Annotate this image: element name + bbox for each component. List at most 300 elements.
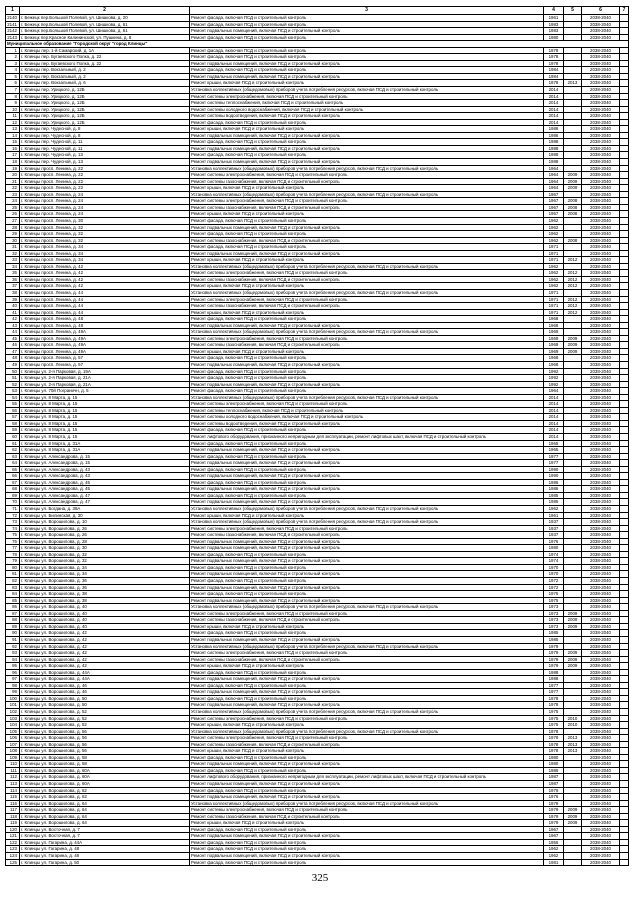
row-number-cell: 16	[6, 145, 20, 152]
row-number-cell: 20	[6, 172, 20, 179]
address-cell: г. Клинцы ул. 8 Марта, д. 31А	[20, 440, 190, 447]
work-type-cell: Ремонт крыши, включая ПСД и строительный контроль	[190, 820, 544, 827]
year-last-repair-cell: 2009	[564, 663, 582, 670]
column-number-header: 1	[6, 7, 20, 15]
address-cell: г. Клинцы пер. Чудесной, д. 13	[20, 159, 190, 166]
work-type-cell: Ремонт фасада, включая ПСД и строительный контроль	[190, 54, 544, 61]
work-type-cell: Ремонт крыши, включая ПСД и строительный контроль	[190, 126, 544, 133]
planned-period-cell: 2038-2040	[582, 689, 620, 696]
work-type-cell: Ремонт подвальных помещений, включая ПСД и строительный контроль	[190, 132, 544, 139]
address-cell: г. Клинцы ул. Ворошилова, д. 42	[20, 636, 190, 643]
row-number-cell: 13	[6, 126, 20, 133]
row-number-cell: 39	[6, 296, 20, 303]
work-type-cell: Ремонт крыши, включая ПСД и строительный контроль	[190, 748, 544, 755]
year-last-repair-cell: 2010	[564, 722, 582, 729]
year-commissioning-cell: 1968	[544, 355, 564, 362]
work-type-cell: Ремонт подвальных помещений, включая ПСД и строительный контроль	[190, 702, 544, 709]
row-number-cell: 76	[6, 538, 20, 545]
address-cell: г. Клинцы ул. Ворошилова, д. 38	[20, 591, 190, 598]
work-type-cell: Ремонт системы газоснабжения, включая ПСД и строительный контроль	[190, 813, 544, 820]
year-commissioning-cell: 1988	[544, 159, 564, 166]
year-commissioning-cell: 2014	[544, 407, 564, 414]
address-cell: г. Клинцы просп. Ленина, д. 34	[20, 257, 190, 264]
planned-period-cell: 2038-2040	[582, 794, 620, 801]
year-last-repair-cell: 2013	[564, 748, 582, 755]
work-type-cell: Ремонт системы газоснабжения, включая ПСД и строительный контроль	[190, 617, 544, 624]
planned-period-cell: 2038-2040	[582, 748, 620, 755]
work-type-cell: Ремонт системы электроснабжения, включая ПСД и строительный контроль	[190, 610, 544, 617]
address-cell: г. Клинцы ул. Ворошилова, д. 60А	[20, 767, 190, 774]
address-cell: г. Клинцы ул. Восточная, д. 7	[20, 826, 190, 833]
row-number-cell: 9	[6, 100, 20, 107]
planned-period-cell: 2038-2040	[582, 198, 620, 205]
year-commissioning-cell: 1962	[544, 263, 564, 270]
work-type-cell: Ремонт системы электроснабжения, включая ПСД и строительный контроль	[190, 93, 544, 100]
year-last-repair-cell: 2013	[564, 80, 582, 87]
planned-period-cell: 2038-2040	[582, 643, 620, 650]
planned-period-cell: 2038-2040	[582, 263, 620, 270]
year-commissioning-cell: 2014	[544, 434, 564, 441]
row-number-cell: 119	[6, 820, 20, 827]
row-number-cell: 38	[6, 289, 20, 296]
row-number-cell: 95	[6, 663, 20, 670]
year-commissioning-cell: 2014	[544, 113, 564, 120]
address-cell: г. Клинцы просп. Ленина, д. 24	[20, 191, 190, 198]
address-cell: г. Клинцы ул. Ворошилова, д. 64	[20, 813, 190, 820]
work-type-cell: Ремонт системы водоотведения, включая ПСД и строительный контроль	[190, 113, 544, 120]
address-cell: г. Клинцы ул. Гагарина, д. 50	[20, 859, 190, 866]
planned-period-cell: 2038-2040	[582, 322, 620, 329]
year-commissioning-cell: 1968	[544, 322, 564, 329]
row-number-cell: 78	[6, 551, 20, 558]
work-type-cell: Ремонт крыши, включая ПСД и строительный контроль	[190, 185, 544, 192]
planned-period-cell: 2038-2040	[582, 839, 620, 846]
year-commissioning-cell: 1990	[544, 473, 564, 480]
row-number-cell: 61	[6, 440, 20, 447]
work-type-cell: Ремонт подвальных помещений, включая ПСД и строительный контроль	[190, 381, 544, 388]
work-type-cell: Ремонт крыши, включая ПСД и строительный контроль	[190, 211, 544, 218]
row-number-cell: 2142	[6, 28, 20, 35]
address-cell: г. Клинцы ул. Ворошилова, д. 28	[20, 538, 190, 545]
planned-period-cell: 2038-2040	[582, 735, 620, 742]
work-type-cell: Ремонт подвальных помещений, включая ПСД и строительный контроль	[190, 597, 544, 604]
address-cell: г. Клинцы просп. Ленина, д. 44	[20, 303, 190, 310]
address-cell: г. Клинцы ул. Восточная, д. 7	[20, 833, 190, 840]
year-commissioning-cell: 1986	[544, 486, 564, 493]
year-commissioning-cell: 1979	[544, 650, 564, 657]
work-type-cell: Ремонт фасада, включая ПСД и строительный контроль	[190, 368, 544, 375]
year-last-repair-cell: 2009	[564, 623, 582, 630]
work-type-cell: Ремонт системы газоснабжения, включая ПСД и строительный контроль	[190, 741, 544, 748]
work-type-cell: Ремонт фасада, включая ПСД и строительный контроль	[190, 34, 544, 41]
address-cell: г. Клинцы ул. Александрова, д. 45	[20, 486, 190, 493]
row-number-cell: 40	[6, 303, 20, 310]
address-cell: г. Клинцы ул. Ворошилова, д. 40	[20, 604, 190, 611]
work-type-cell: Ремонт подвальных помещений, включая ПСД и строительный контроль	[190, 794, 544, 801]
row-number-cell: 112	[6, 774, 20, 781]
row-number-cell: 118	[6, 813, 20, 820]
row-number-cell: 15	[6, 139, 20, 146]
planned-period-cell: 2038-2040	[582, 584, 620, 591]
year-last-repair-cell: 2009	[564, 185, 582, 192]
planned-period-cell: 2038-2040	[582, 348, 620, 355]
year-commissioning-cell: 1964	[544, 388, 564, 395]
year-last-repair-cell: 2012	[564, 296, 582, 303]
work-type-cell: Ремонт подвальных помещений, включая ПСД и строительный контроль	[190, 545, 544, 552]
address-cell: г. Клинцы ул. Александрова, д. 15	[20, 460, 190, 467]
address-cell: г. Клинцы просп. Ленина, д. 24	[20, 198, 190, 205]
work-type-cell: Ремонт подвальных помещений, включая ПСД и строительный контроль	[190, 159, 544, 166]
year-commissioning-cell: 1975	[544, 597, 564, 604]
row-number-cell: 120	[6, 826, 20, 833]
year-last-repair-cell: 2009	[564, 820, 582, 827]
row-number-cell: 49	[6, 361, 20, 368]
row-number-cell: 104	[6, 722, 20, 729]
address-cell: г. Клинцы просп. Ленина, д. 32	[20, 237, 190, 244]
work-type-cell: Ремонт подвальных помещений, включая ПСД и строительный контроль	[190, 584, 544, 591]
work-type-cell: Установка коллективных (общедомовых) приборов учета потребления ресурсов, включая ПСД и строительный контроль	[190, 728, 544, 735]
work-type-cell: Ремонт системы электроснабжения, включая ПСД и строительный контроль	[190, 270, 544, 277]
planned-period-cell: 2038-2040	[582, 80, 620, 87]
year-commissioning-cell: 1978	[544, 741, 564, 748]
empty-cell	[620, 859, 629, 866]
row-number-cell: 2140	[6, 15, 20, 22]
work-type-cell: Ремонт системы электроснабжения, включая ПСД и строительный контроль	[190, 401, 544, 408]
planned-period-cell: 2038-2040	[582, 813, 620, 820]
address-cell: г. Клинцы ул. 8 Марта, д. 15	[20, 407, 190, 414]
planned-period-cell: 2038-2040	[582, 119, 620, 126]
planned-period-cell: 2038-2040	[582, 473, 620, 480]
year-commissioning-cell: 1986	[544, 767, 564, 774]
address-cell: г. Клинцы ул. Гагарина, д. 44А	[20, 839, 190, 846]
work-type-cell: Ремонт системы водоотведения, включая ПСД и строительный контроль	[190, 420, 544, 427]
planned-period-cell: 2038-2040	[582, 172, 620, 179]
year-last-repair-cell: 2010	[564, 715, 582, 722]
work-type-cell: Ремонт крыши, включая ПСД и строительный контроль	[190, 348, 544, 355]
row-number-cell: 29	[6, 231, 20, 238]
year-commissioning-cell: 1992	[544, 375, 564, 382]
row-number-cell: 24	[6, 198, 20, 205]
year-commissioning-cell: 1975	[544, 715, 564, 722]
year-commissioning-cell: 1971	[544, 289, 564, 296]
work-type-cell: Установка коллективных (общедомовых) приборов учета потребления ресурсов, включая ПСД и строительный контроль	[190, 708, 544, 715]
row-number-cell: 1	[6, 47, 20, 54]
planned-period-cell: 2038-2040	[582, 67, 620, 74]
planned-period-cell: 2038-2040	[582, 820, 620, 827]
work-type-cell: Ремонт подвальных помещений, включая ПСД и строительный контроль	[190, 853, 544, 860]
work-type-cell: Ремонт фасада, включая ПСД и строительный контроль	[190, 682, 544, 689]
row-number-cell: 88	[6, 617, 20, 624]
address-cell: г. Клинцы ул. Ворошилова, д. 42	[20, 663, 190, 670]
year-commissioning-cell: 1965	[544, 440, 564, 447]
address-cell: г. Клинцы просп. Ленина, д. 44	[20, 309, 190, 316]
row-number-cell: 99	[6, 689, 20, 696]
year-commissioning-cell: 1962	[544, 237, 564, 244]
planned-period-cell: 2038-2040	[582, 132, 620, 139]
work-type-cell: Ремонт системы газоснабжения, включая ПСД и строительный контроль	[190, 178, 544, 185]
work-type-cell: Ремонт фасада, включая ПСД и строительный контроль	[190, 466, 544, 473]
row-number-cell: 27	[6, 217, 20, 224]
work-type-cell: Ремонт фасада, включая ПСД и строительный контроль	[190, 375, 544, 382]
year-commissioning-cell: 1970	[544, 564, 564, 571]
row-number-cell: 98	[6, 682, 20, 689]
address-cell: г. Клинцы пер. Вокзальный, д. 2	[20, 73, 190, 80]
year-last-repair-cell: 2012	[564, 309, 582, 316]
year-commissioning-cell: 1986	[544, 126, 564, 133]
planned-period-cell: 2038-2040	[582, 676, 620, 683]
address-cell: г. Клинцы ул. Александрова, д. 47	[20, 492, 190, 499]
year-commissioning-cell: 1967	[544, 211, 564, 218]
year-commissioning-cell: 1971	[544, 303, 564, 310]
year-commissioning-cell: 1988	[544, 669, 564, 676]
row-number-cell: 81	[6, 571, 20, 578]
work-type-cell: Ремонт системы газоснабжения, включая ПСД и строительный контроль	[190, 237, 544, 244]
address-cell: г. Клинцы пер. Урицкого, д. 12Б	[20, 93, 190, 100]
year-commissioning-cell: 1973	[544, 617, 564, 624]
row-number-cell: 46	[6, 342, 20, 349]
row-number-cell: 73	[6, 519, 20, 526]
address-cell: г. Клинцы ул. Ворошилова, д. 36	[20, 578, 190, 585]
planned-period-cell: 2038-2040	[582, 551, 620, 558]
work-type-cell: Ремонт крыши, включая ПСД и строительный контроль	[190, 309, 544, 316]
work-type-cell: Ремонт системы холодного водоснабжения, включая ПСД и строительный контроль	[190, 106, 544, 113]
row-number-cell: 74	[6, 525, 20, 532]
address-cell: г. Клинцы ул. Ворошилова, д. 64	[20, 800, 190, 807]
year-commissioning-cell: 1973	[544, 610, 564, 617]
work-type-cell: Ремонт системы электроснабжения, включая ПСД и строительный контроль	[190, 296, 544, 303]
year-commissioning-cell: 1980	[544, 761, 564, 768]
planned-period-cell: 2038-2040	[582, 636, 620, 643]
work-type-cell: Ремонт лифтового оборудования, признанного непригодным для эксплуатации, ремонт лифтовых шахт, включая ПСД и строительный контроль	[190, 434, 544, 441]
planned-period-cell: 2038-2040	[582, 93, 620, 100]
year-commissioning-cell: 1977	[544, 689, 564, 696]
planned-period-cell: 2038-2040	[582, 15, 620, 22]
planned-period-cell: 2038-2040	[582, 767, 620, 774]
year-commissioning-cell: 1937	[544, 519, 564, 526]
work-type-cell: Ремонт фасада, включая ПСД и строительный контроль	[190, 152, 544, 159]
year-commissioning-cell: 1973	[544, 623, 564, 630]
planned-period-cell: 2038-2040	[582, 47, 620, 54]
year-commissioning-cell: 2014	[544, 427, 564, 434]
address-cell: г. Клинцы ул. Ворошилова, д. 58	[20, 754, 190, 761]
work-type-cell: Ремонт системы холодного водоснабжения, включая ПСД и строительный контроль	[190, 414, 544, 421]
address-cell: г. Клинцы ул. Ворошилова, д. 40	[20, 617, 190, 624]
work-type-cell: Ремонт подвальных помещений, включая ПСД и строительный контроль	[190, 761, 544, 768]
address-cell: г. Клинцы ул. 8 Марта, д. 31А	[20, 447, 190, 454]
row-number-cell: 91	[6, 636, 20, 643]
planned-period-cell: 2038-2040	[582, 591, 620, 598]
row-number-cell: 66	[6, 473, 20, 480]
row-number-cell: 82	[6, 578, 20, 585]
planned-period-cell: 2038-2040	[582, 630, 620, 637]
planned-period-cell: 2038-2040	[582, 237, 620, 244]
year-commissioning-cell: 1971	[544, 296, 564, 303]
year-last-repair-cell: 2009	[564, 807, 582, 814]
work-type-cell: Ремонт подвальных помещений, включая ПСД и строительный контроль	[190, 833, 544, 840]
year-commissioning-cell: 1967	[544, 204, 564, 211]
row-number-cell: 35	[6, 270, 20, 277]
year-commissioning-cell: 1971	[544, 257, 564, 264]
work-type-cell: Ремонт фасада, включая ПСД и строительный контроль	[190, 355, 544, 362]
work-type-cell: Ремонт фасада, включая ПСД и строительный контроль	[190, 119, 544, 126]
year-commissioning-cell: 1967	[544, 833, 564, 840]
address-cell: г. Клинцы пер. Урицкого, д. 12Б	[20, 106, 190, 113]
year-commissioning-cell: 1970	[544, 571, 564, 578]
address-cell: г. Клинцы ул. Билинская, д. 30	[20, 512, 190, 519]
work-type-cell: Ремонт системы газоснабжения, включая ПСД и строительный контроль	[190, 532, 544, 539]
year-commissioning-cell: 1988	[544, 139, 564, 146]
work-type-cell: Ремонт системы газоснабжения, включая ПСД и строительный контроль	[190, 342, 544, 349]
work-type-cell: Ремонт подвальных помещений, включая ПСД и строительный контроль	[190, 460, 544, 467]
year-commissioning-cell: 2014	[544, 106, 564, 113]
work-type-cell: Ремонт системы электроснабжения, включая ПСД и строительный контроль	[190, 525, 544, 532]
year-commissioning-cell: 1976	[544, 787, 564, 794]
address-cell: г. Клинцы просп. Ленина, д. 48	[20, 316, 190, 323]
address-cell: г. Клинцы просп. Ленина, д. 49А	[20, 329, 190, 336]
work-type-cell: Ремонт системы электроснабжения, включая ПСД и строительный контроль	[190, 172, 544, 179]
planned-period-cell: 2038-2040	[582, 538, 620, 545]
address-cell: г. Клинцы просп. Ленина, д. 57	[20, 355, 190, 362]
year-commissioning-cell: 1965	[544, 447, 564, 454]
year-commissioning-cell: 1992	[544, 381, 564, 388]
planned-period-cell: 2038-2040	[582, 106, 620, 113]
address-cell: г. Клинцы пер. Урицкого, д. 12Б	[20, 119, 190, 126]
row-number-cell: 60	[6, 434, 20, 441]
row-number-cell: 87	[6, 610, 20, 617]
planned-period-cell: 2038-2040	[582, 525, 620, 532]
work-type-cell: Установка коллективных (общедомовых) приборов учета потребления ресурсов, включая ПСД и строительный контроль	[190, 394, 544, 401]
row-number-cell: 25	[6, 204, 20, 211]
planned-period-cell: 2038-2040	[582, 754, 620, 761]
year-commissioning-cell: 1974	[544, 558, 564, 565]
year-commissioning-cell: 1978	[544, 47, 564, 54]
planned-period-cell: 2038-2040	[582, 257, 620, 264]
year-commissioning-cell: 1985	[544, 636, 564, 643]
year-commissioning-cell: 1978	[544, 728, 564, 735]
year-commissioning-cell: 1979	[544, 663, 564, 670]
work-type-cell: Установка коллективных (общедомовых) приборов учета потребления ресурсов, включая ПСД и строительный контроль	[190, 506, 544, 513]
address-cell: г. Бежецк пер.Красное Калининской, ул. Пушкина, д. 8	[20, 34, 190, 41]
planned-period-cell: 2038-2040	[582, 414, 620, 421]
row-number-cell: 19	[6, 165, 20, 172]
address-cell: г. Клинцы ул. Ворошилова, д. 34	[20, 571, 190, 578]
address-cell: г. Клинцы просп. Ленина, д. 22	[20, 178, 190, 185]
year-commissioning-cell: 2014	[544, 93, 564, 100]
address-cell: г. Клинцы ул. Ворошилова, д. 40	[20, 623, 190, 630]
address-cell: г. Клинцы пер. Чудесной, д. 13	[20, 152, 190, 159]
planned-period-cell: 2038-2040	[582, 329, 620, 336]
year-commissioning-cell: 1988	[544, 676, 564, 683]
year-commissioning-cell: 1981	[544, 859, 564, 866]
address-cell: г. Бежецк пер.Большой Полевой, ул. Шишкова, д. 61	[20, 21, 190, 28]
year-commissioning-cell: 1988	[544, 152, 564, 159]
address-cell: г. Клинцы ул. Ворошилова, д. 42	[20, 656, 190, 663]
planned-period-cell: 2038-2040	[582, 532, 620, 539]
year-last-repair-cell: 2009	[564, 348, 582, 355]
work-type-cell: Ремонт системы теплоснабжения, включая ПСД и строительный контроль	[190, 100, 544, 107]
work-type-cell: Ремонт фасада, включая ПСД и строительный контроль	[190, 217, 544, 224]
document-sheet	[0, 6, 640, 866]
planned-period-cell: 2038-2040	[582, 780, 620, 787]
address-cell: г. Клинцы просп. Ленина, д. 42	[20, 276, 190, 283]
work-type-cell: Ремонт подвальных помещений, включая ПСД и строительный контроль	[190, 145, 544, 152]
address-cell: г. Клинцы ул. Гагарина, д. 48	[20, 846, 190, 853]
column-number-header: 2	[20, 7, 190, 15]
capital-repair-table	[5, 6, 629, 866]
year-commissioning-cell: 1979	[544, 800, 564, 807]
address-cell: г. Клинцы ул. Ворошилова, д. 46	[20, 682, 190, 689]
planned-period-cell: 2038-2040	[582, 492, 620, 499]
year-last-repair-cell: 2012	[564, 303, 582, 310]
row-number-cell: 8	[6, 93, 20, 100]
year-commissioning-cell: 2014	[544, 119, 564, 126]
row-number-cell: 108	[6, 748, 20, 755]
year-commissioning-cell: 1964	[544, 178, 564, 185]
planned-period-cell: 2038-2040	[582, 217, 620, 224]
address-cell: г. Клинцы просп. Ленина, д. 24	[20, 211, 190, 218]
work-type-cell: Ремонт крыши, включая ПСД и строительный контроль	[190, 80, 544, 87]
year-commissioning-cell: 1971	[544, 250, 564, 257]
year-commissioning-cell: 1961	[544, 512, 564, 519]
row-number-cell: 59	[6, 427, 20, 434]
planned-period-cell: 2038-2040	[582, 722, 620, 729]
address-cell: г. Клинцы ул. Ворошилова, д. 44А	[20, 676, 190, 683]
planned-period-cell: 2038-2040	[582, 185, 620, 192]
address-cell: г. Клинцы ул. Ворошилова, д. 58	[20, 761, 190, 768]
address-cell: г. Клинцы просп. Ленина, д. 44	[20, 289, 190, 296]
work-type-cell: Установка коллективных (общедомовых) приборов учета потребления ресурсов, включая ПСД и строительный контроль	[190, 800, 544, 807]
planned-period-cell: 2038-2040	[582, 650, 620, 657]
year-commissioning-cell: 1978	[544, 80, 564, 87]
planned-period-cell: 2038-2040	[582, 800, 620, 807]
year-commissioning-cell: 1980	[544, 545, 564, 552]
work-type-cell: Ремонт фасада, включая ПСД и строительный контроль	[190, 578, 544, 585]
row-number-cell: 125	[6, 859, 20, 866]
work-type-cell: Ремонт подвальных помещений, включая ПСД и строительный контроль	[190, 473, 544, 480]
row-number-cell: 92	[6, 643, 20, 650]
year-commissioning-cell: 1968	[544, 361, 564, 368]
row-number-cell: 56	[6, 407, 20, 414]
year-last-repair-cell: 2012	[564, 257, 582, 264]
work-type-cell: Ремонт подвальных помещений, включая ПСД и строительный контроль	[190, 558, 544, 565]
row-number-cell: 52	[6, 381, 20, 388]
year-commissioning-cell: 1972	[544, 578, 564, 585]
year-commissioning-cell: 2014	[544, 414, 564, 421]
year-commissioning-cell: 1971	[544, 309, 564, 316]
row-number-cell: 7	[6, 87, 20, 94]
address-cell: г. Клинцы ул. Ворошилова, д. 64	[20, 820, 190, 827]
planned-period-cell: 2038-2040	[582, 440, 620, 447]
work-type-cell: Ремонт подвальных помещений, включая ПСД и строительный контроль	[190, 60, 544, 67]
year-commissioning-cell: 1980	[544, 34, 564, 41]
row-number-cell: 55	[6, 401, 20, 408]
address-cell: г. Клинцы ул. Ворошилова, д. 26	[20, 525, 190, 532]
work-type-cell: Ремонт подвальных помещений, включая ПСД и строительный контроль	[190, 322, 544, 329]
row-number-cell: 22	[6, 185, 20, 192]
row-number-cell: 100	[6, 695, 20, 702]
planned-period-cell: 2038-2040	[582, 761, 620, 768]
planned-period-cell: 2038-2040	[582, 728, 620, 735]
year-commissioning-cell: 1977	[544, 682, 564, 689]
work-type-cell: Ремонт фасада, включая ПСД и строительный контроль	[190, 440, 544, 447]
row-number-cell: 124	[6, 853, 20, 860]
planned-period-cell: 2038-2040	[582, 564, 620, 571]
work-type-cell: Ремонт системы газоснабжения, включая ПСД и строительный контроль	[190, 303, 544, 310]
column-number-header: 7	[620, 7, 629, 15]
planned-period-cell: 2038-2040	[582, 597, 620, 604]
address-cell: г. Клинцы ул. 70й Пограничн, д. 5	[20, 388, 190, 395]
address-cell: г. Клинцы ул. Ворошилова, д. 56	[20, 735, 190, 742]
